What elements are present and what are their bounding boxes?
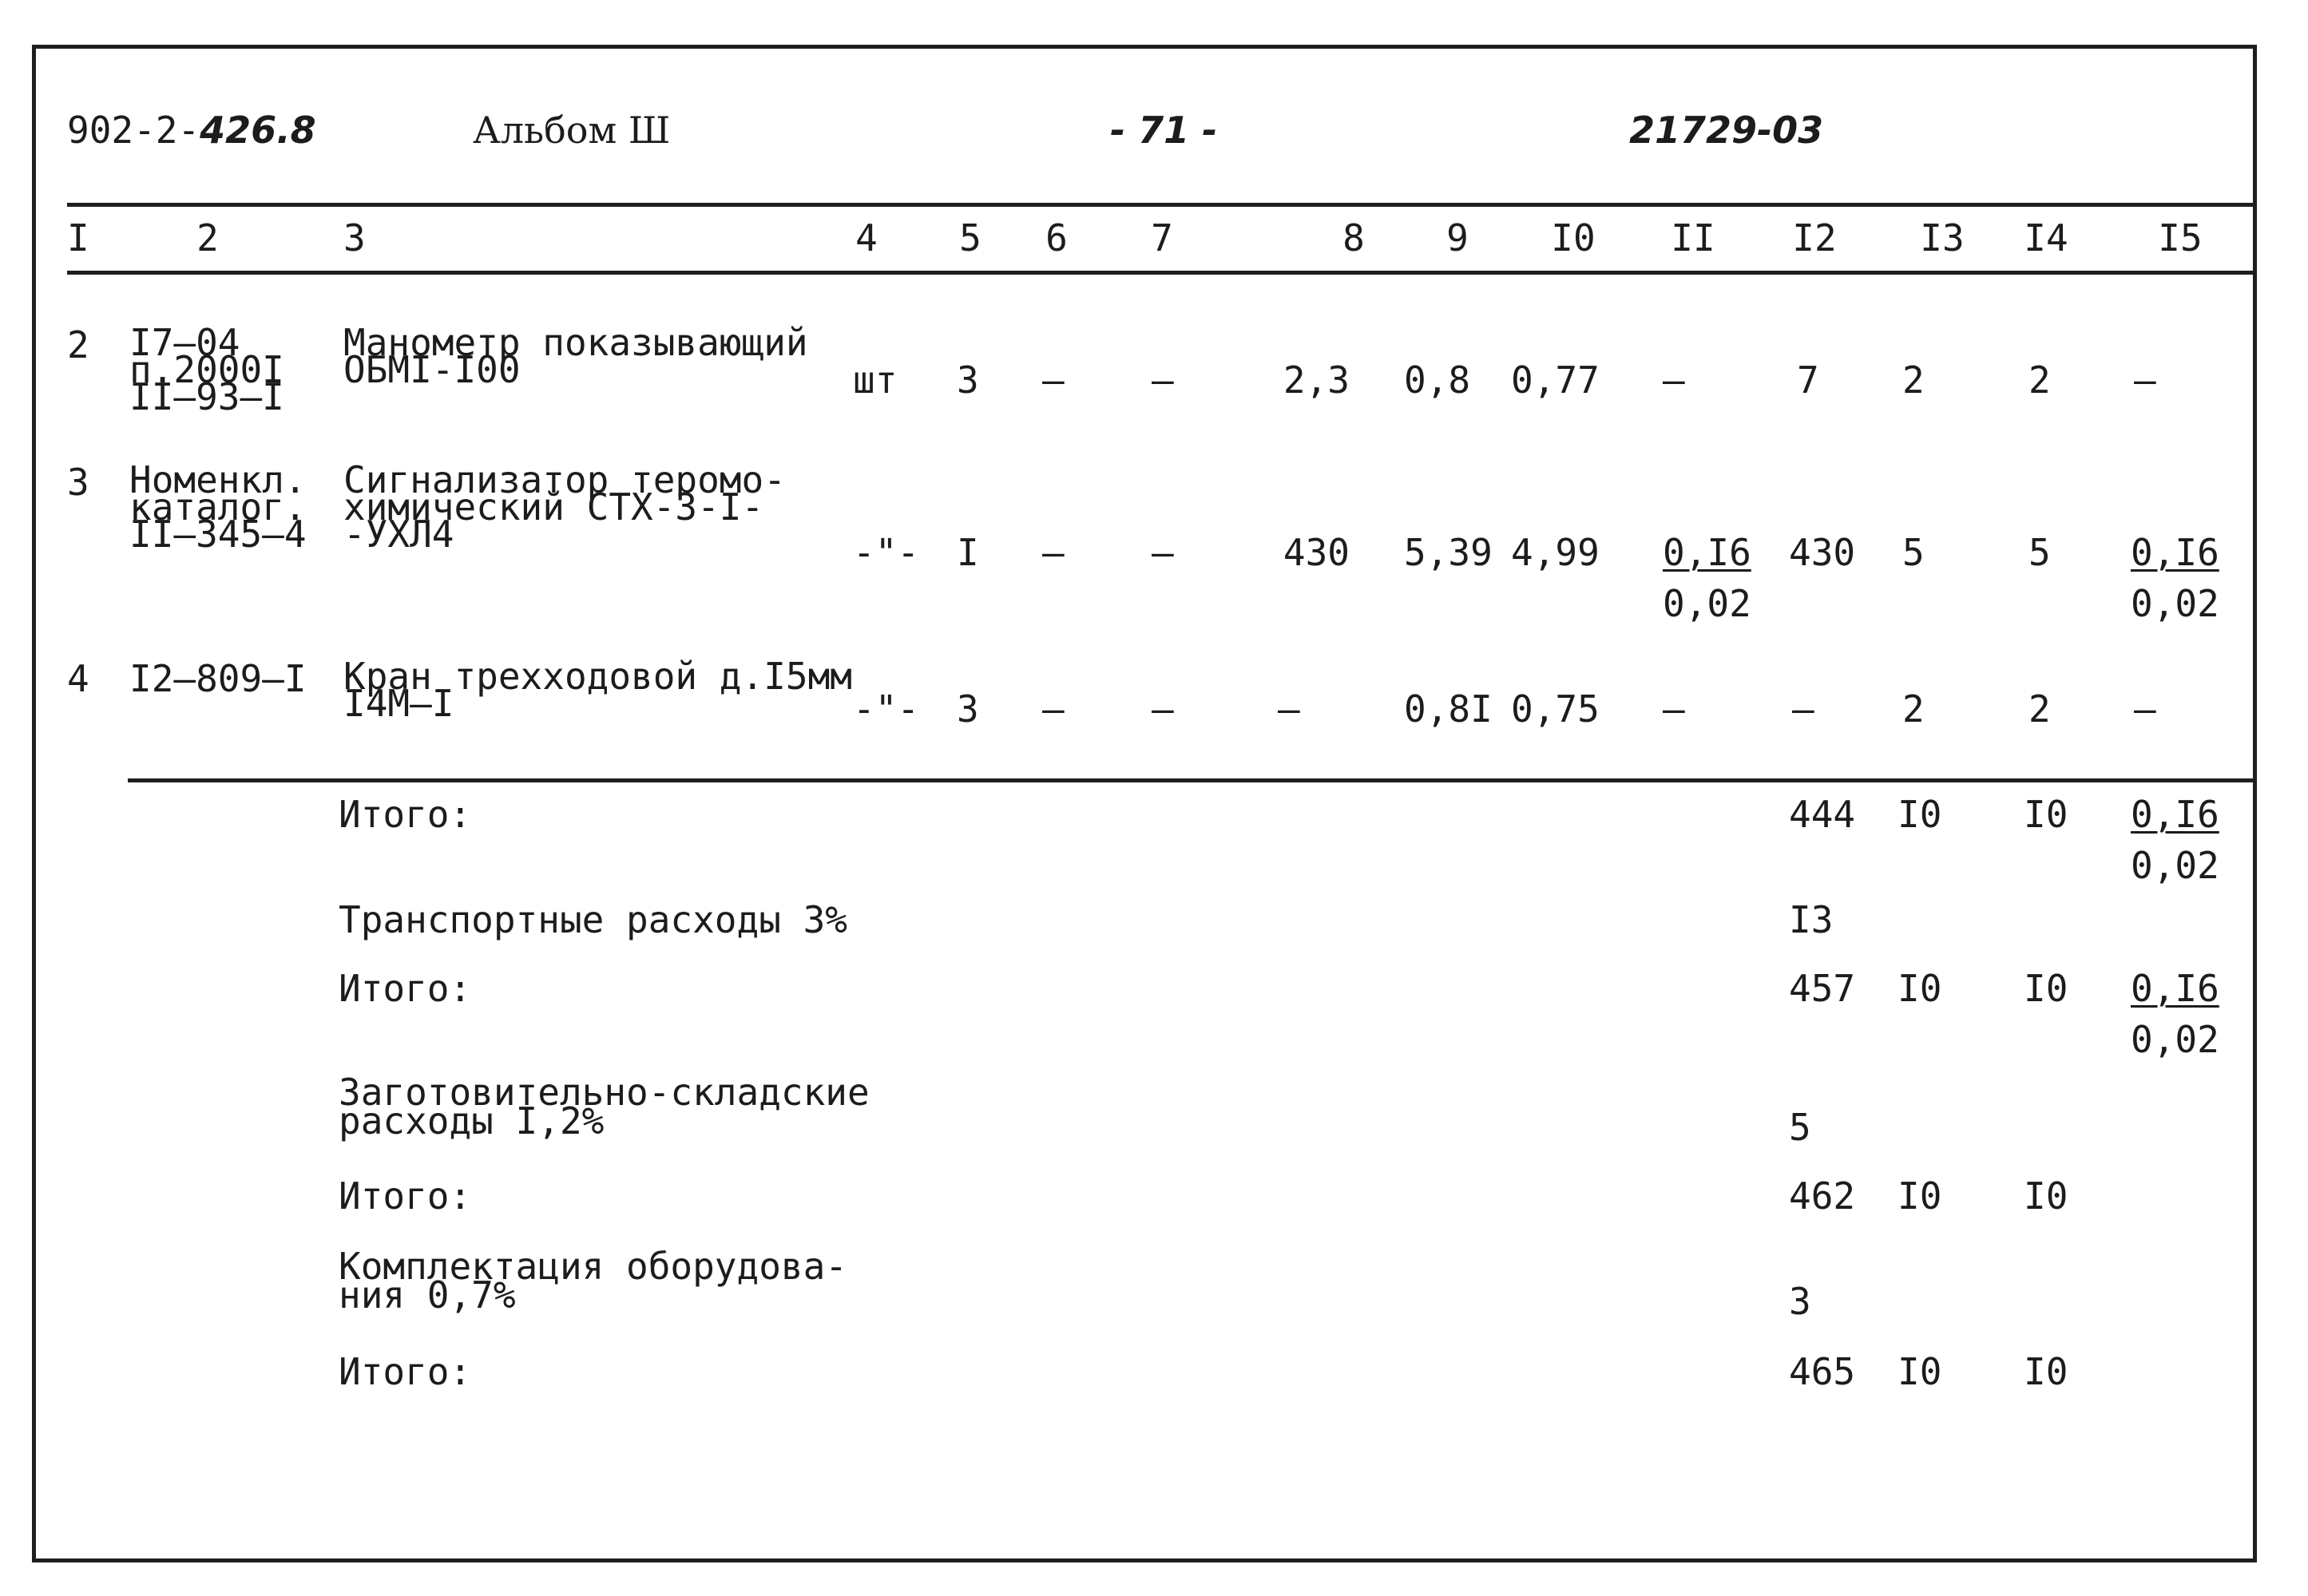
summary-c15: 0,I6 — [2131, 967, 2219, 1010]
row-reference: I2–809–I — [129, 657, 307, 700]
header-top-rule — [67, 203, 2257, 207]
row-name: Манометр показывающий ОБМI-I00 — [343, 321, 808, 391]
row-c8: – — [1278, 687, 1300, 731]
row-qty: I — [957, 531, 979, 574]
summary-c12: 5 — [1789, 1106, 1811, 1149]
col-header: I5 — [2158, 216, 2203, 259]
col-header: 7 — [1151, 216, 1173, 259]
row-reference: Номенкл. каталог. II–345–4 — [129, 458, 307, 556]
row-c7: – — [1152, 358, 1174, 402]
col-header: 9 — [1446, 216, 1469, 259]
totals-rule — [128, 778, 2257, 782]
row-c15: – — [2134, 358, 2156, 402]
col-header: I0 — [1551, 216, 1596, 259]
row-c6: – — [1042, 531, 1065, 574]
summary-c12: 465 — [1789, 1350, 1856, 1393]
row-reference: I7–04 п.2000I II–93–I — [129, 321, 284, 418]
header-bottom-rule — [67, 271, 2257, 275]
summary-c13: I0 — [1898, 967, 1942, 1010]
summary-c15-sub: 0,02 — [2131, 1018, 2219, 1061]
row-qty: 3 — [957, 358, 979, 402]
row-c13: 2 — [1902, 687, 1925, 731]
row-c8: 2,3 — [1283, 358, 1350, 402]
summary-c14: I0 — [2024, 1350, 2068, 1393]
row-c6: – — [1042, 358, 1065, 402]
row-number: 3 — [67, 461, 89, 504]
summary-c13: I0 — [1898, 1350, 1942, 1393]
summary-c12: 457 — [1789, 967, 1856, 1010]
row-unit: шт — [853, 358, 898, 402]
summary-c13: I0 — [1898, 1174, 1942, 1218]
row-c15: – — [2134, 687, 2156, 731]
summary-c12: I3 — [1789, 898, 1834, 941]
col-header: II — [1671, 216, 1715, 259]
row-c10: 0,77 — [1511, 358, 1600, 402]
col-header: 3 — [343, 216, 366, 259]
summary-c13: I0 — [1898, 793, 1942, 836]
row-c11: – — [1663, 358, 1685, 402]
row-unit: -"- — [853, 531, 920, 574]
row-c12: 7 — [1797, 358, 1819, 402]
row-c15: 0,I6 — [2131, 531, 2219, 574]
row-number: 4 — [67, 657, 89, 700]
summary-label: Транспортные расходы 3% — [339, 898, 847, 941]
summary-c12: 462 — [1789, 1174, 1856, 1218]
col-header: I — [67, 216, 89, 259]
col-header: 6 — [1045, 216, 1068, 259]
row-c11: 0,I6 — [1663, 531, 1751, 574]
code-handwritten: 426.8 — [200, 109, 316, 152]
row-c13: 5 — [1902, 531, 1925, 574]
row-c14: 2 — [2028, 358, 2051, 402]
row-c13: 2 — [1902, 358, 1925, 402]
row-c7: – — [1152, 687, 1174, 731]
col-header: 2 — [196, 216, 219, 259]
row-c11: – — [1663, 687, 1685, 731]
summary-c14: I0 — [2024, 967, 2068, 1010]
row-c14: 5 — [2028, 531, 2051, 574]
row-name: Сигнализатор теромо- химический СТХ-3-I- -УХЛ4 — [343, 458, 786, 556]
summary-c15: 0,I6 — [2131, 793, 2219, 836]
summary-c12: 444 — [1789, 793, 1856, 836]
row-c7: – — [1152, 531, 1174, 574]
summary-c14: I0 — [2024, 793, 2068, 836]
summary-label: Итого: — [339, 1350, 472, 1393]
row-c6: – — [1042, 687, 1065, 731]
row-c10: 0,75 — [1511, 687, 1600, 731]
row-c15-sub: 0,02 — [2131, 582, 2219, 625]
summary-c15-sub: 0,02 — [2131, 844, 2219, 887]
col-header: 5 — [959, 216, 981, 259]
row-c14: 2 — [2028, 687, 2051, 731]
row-c9: 0,8 — [1404, 358, 1471, 402]
page-number: - 71 - — [1110, 109, 1218, 152]
row-c12: – — [1792, 687, 1814, 731]
summary-label: Итого: — [339, 793, 472, 836]
summary-c12: 3 — [1789, 1280, 1811, 1323]
doc-number: 21729-03 — [1629, 109, 1824, 152]
summary-label: Комплектация оборудова- ния 0,7% — [339, 1245, 847, 1317]
row-qty: 3 — [957, 687, 979, 731]
row-c12: 430 — [1789, 531, 1856, 574]
document-code — [67, 109, 316, 152]
row-c8: 430 — [1283, 531, 1350, 574]
col-header: 8 — [1342, 216, 1365, 259]
row-c11-sub: 0,02 — [1663, 582, 1751, 625]
row-c10: 4,99 — [1511, 531, 1600, 574]
row-number: 2 — [67, 323, 89, 366]
row-name: Кран трехходовой д.I5мм I4M–I — [343, 655, 852, 725]
row-c9: 0,8I — [1404, 687, 1493, 731]
code-prefix: 902-2- — [67, 109, 200, 152]
row-c9: 5,39 — [1404, 531, 1493, 574]
summary-c14: I0 — [2024, 1174, 2068, 1218]
col-header: I3 — [1920, 216, 1965, 259]
row-unit: -"- — [853, 687, 920, 731]
col-header: I2 — [1792, 216, 1837, 259]
summary-label: Итого: — [339, 1174, 472, 1218]
col-header: I4 — [2024, 216, 2068, 259]
summary-label: Итого: — [339, 967, 472, 1010]
album-title: Альбом Ш — [473, 109, 671, 152]
col-header: 4 — [855, 216, 878, 259]
summary-label: Заготовительно-складские расходы I,2% — [339, 1071, 870, 1143]
